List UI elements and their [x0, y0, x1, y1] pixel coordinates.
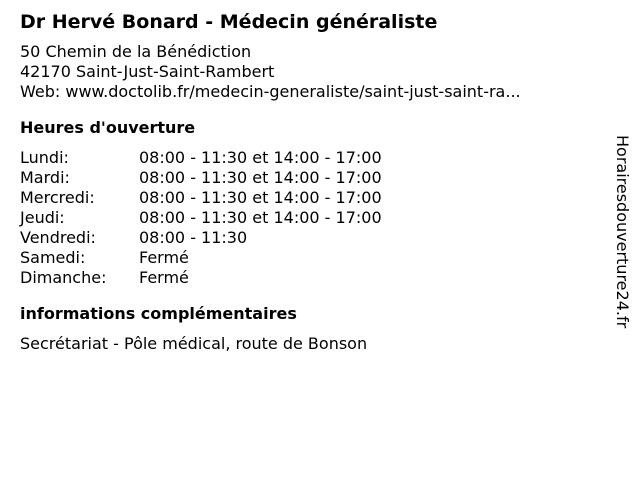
- hours-value: Fermé: [139, 268, 189, 287]
- day-label: Mercredi:: [20, 188, 95, 207]
- day-label: Lundi:: [20, 148, 69, 167]
- hours-value: Fermé: [139, 248, 189, 267]
- page-title: Dr Hervé Bonard - Médecin généraliste: [20, 11, 438, 33]
- additional-info-text: Secrétariat - Pôle médical, route de Bonson: [20, 334, 368, 353]
- hours-row-tuesday: [20, 168, 605, 188]
- hours-value: 08:00 - 11:30 et 14:00 - 17:00: [139, 148, 382, 167]
- day-label: Mardi:: [20, 168, 70, 187]
- hours-value: 08:00 - 11:30 et 14:00 - 17:00: [139, 188, 382, 207]
- hours-row-friday: [20, 228, 605, 248]
- additional-info-heading: informations complémentaires: [20, 304, 297, 323]
- brand-watermark: Horairesdouverture24.fr: [613, 135, 632, 329]
- address-city: 42170 Saint-Just-Saint-Rambert: [20, 62, 275, 81]
- website-link[interactable]: Web: www.doctolib.fr/medecin-generaliste/saint-just-saint-ra...: [20, 82, 521, 101]
- hours-value: 08:00 - 11:30 et 14:00 - 17:00: [139, 208, 382, 227]
- hours-value: 08:00 - 11:30 et 14:00 - 17:00: [139, 168, 382, 187]
- opening-hours-table: [20, 148, 605, 288]
- address-block: [20, 42, 605, 102]
- hours-row-wednesday: [20, 188, 605, 208]
- day-label: Dimanche:: [20, 268, 107, 287]
- hours-value: 08:00 - 11:30: [139, 228, 248, 247]
- business-card: [20, 10, 605, 354]
- hours-row-thursday: [20, 208, 605, 228]
- day-label: Samedi:: [20, 248, 86, 267]
- hours-row-saturday: [20, 248, 605, 268]
- opening-hours-heading: Heures d'ouverture: [20, 118, 196, 137]
- address-street: 50 Chemin de la Bénédiction: [20, 42, 252, 61]
- hours-row-monday: [20, 148, 605, 168]
- day-label: Jeudi:: [20, 208, 65, 227]
- hours-row-sunday: [20, 268, 605, 288]
- day-label: Vendredi:: [20, 228, 96, 247]
